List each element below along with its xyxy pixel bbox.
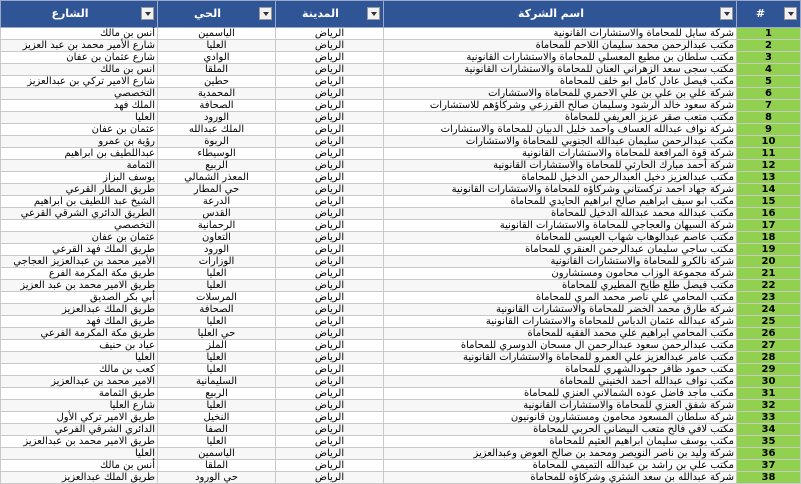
cell-city[interactable]: الرياض [276, 208, 384, 220]
filter-dropdown-icon[interactable] [720, 7, 733, 20]
cell-district[interactable]: العليا [158, 352, 276, 364]
cell-street[interactable]: الملك فهد [1, 100, 158, 112]
cell-number[interactable]: 30 [737, 376, 801, 388]
cell-number[interactable]: 3 [737, 52, 801, 64]
cell-street[interactable]: طريق الملك فهد القرعي [1, 244, 158, 256]
cell-district[interactable]: الربوة [158, 136, 276, 148]
column-header-number-label: # [755, 7, 766, 20]
cell-city[interactable]: الرياض [276, 172, 384, 184]
cell-number[interactable]: 6 [737, 88, 801, 100]
table-row [1, 460, 801, 472]
cell-number[interactable]: 32 [737, 400, 801, 412]
table-row [1, 304, 801, 316]
cell-district[interactable]: العليا [158, 268, 276, 280]
cell-number[interactable]: 20 [737, 256, 801, 268]
cell-number[interactable]: 27 [737, 340, 801, 352]
table-row [1, 136, 801, 148]
cell-number[interactable]: 1 [737, 28, 801, 40]
cell-number[interactable]: 19 [737, 244, 801, 256]
cell-street[interactable]: شارع العليا [1, 400, 158, 412]
cell-street[interactable]: أنس بن مالك [1, 28, 158, 40]
cell-street[interactable]: انس بن مالك [1, 64, 158, 76]
table-row [1, 196, 801, 208]
cell-city[interactable]: الرياض [276, 388, 384, 400]
table-row [1, 40, 801, 52]
table-row [1, 424, 801, 436]
cell-street[interactable]: العليا [1, 352, 158, 364]
cell-city[interactable]: الرياض [276, 244, 384, 256]
cell-number[interactable]: 33 [737, 412, 801, 424]
column-header-company[interactable] [384, 1, 737, 28]
cell-company[interactable]: شركة طارق محمد الخضر للمحاماة والاستشارات القانونية [384, 304, 737, 316]
cell-company[interactable]: شركة عبدالله بن سعد الشثري وشركاؤه للمحاماة [384, 472, 737, 484]
cell-company[interactable]: شركة وليد بن ناصر النويصر ومحمد بن صالح العوض وعبدالعزيز [384, 448, 737, 460]
column-header-city[interactable] [276, 1, 384, 28]
column-header-number[interactable] [737, 1, 801, 28]
cell-number[interactable]: 18 [737, 232, 801, 244]
cell-district[interactable]: المحمدية [158, 88, 276, 100]
cell-district[interactable]: الياسمين [158, 28, 276, 40]
cell-city[interactable]: الرياض [276, 220, 384, 232]
cell-company[interactable]: مكتب ابو سيف ابراهيم صالح ابراهيم الحايدي للمحاماة [384, 196, 737, 208]
table-row [1, 124, 801, 136]
table-row [1, 148, 801, 160]
cell-number[interactable]: 31 [737, 388, 801, 400]
cell-street[interactable]: الطريق الدائري الشرقي القرعي [1, 208, 158, 220]
cell-district[interactable]: السليمانية [158, 376, 276, 388]
table-row [1, 400, 801, 412]
cell-street[interactable]: شارع عثمان بن عفان [1, 52, 158, 64]
cell-company[interactable]: شركة مجموعة الوزاب محامون ومستشارون [384, 268, 737, 280]
cell-number[interactable]: 37 [737, 460, 801, 472]
cell-street[interactable]: رؤية بن عمرو [1, 136, 158, 148]
cell-city[interactable]: الرياض [276, 160, 384, 172]
table-row [1, 316, 801, 328]
column-header-district-label: الحي [194, 7, 221, 20]
table-row [1, 364, 801, 376]
cell-company[interactable]: شركة نواف عبدالله العساف واحمد خليل الدبيان للمحاماة والاستشارات [384, 124, 737, 136]
cell-district[interactable]: الورود [158, 112, 276, 124]
table-row [1, 220, 801, 232]
cell-city[interactable]: الرياض [276, 292, 384, 304]
table-row [1, 88, 801, 100]
table-row [1, 472, 801, 484]
cell-number[interactable]: 5 [737, 76, 801, 88]
cell-company[interactable]: مكتب عبدالرحمن محمد سليمان اللاحم للمحاماة [384, 40, 737, 52]
cell-district[interactable]: الربيع [158, 160, 276, 172]
cell-number[interactable]: 35 [737, 436, 801, 448]
table-row [1, 160, 801, 172]
cell-street[interactable]: عبداللطيف بن ابراهيم [1, 148, 158, 160]
table-row [1, 76, 801, 88]
cell-city[interactable]: الرياض [276, 64, 384, 76]
cell-company[interactable]: مكتب فيصل عادل كامل ابو خلف للمحاماة [384, 76, 737, 88]
cell-number[interactable]: 34 [737, 424, 801, 436]
cell-city[interactable]: الرياض [276, 184, 384, 196]
cell-street[interactable]: شارع الأمير محمد بن عبد العزيز [1, 40, 158, 52]
cell-city[interactable]: الرياض [276, 124, 384, 136]
cell-company[interactable]: شركة نالكرو للمحاماة والاستشارات القانونية [384, 256, 737, 268]
cell-company[interactable]: شركة سلطان المسعود محامون ومستشارون قانونيون [384, 412, 737, 424]
cell-street[interactable]: طريق الامير محمد بن عبد العزيز [1, 280, 158, 292]
cell-city[interactable]: الرياض [276, 148, 384, 160]
filter-dropdown-icon[interactable] [784, 7, 797, 20]
cell-street[interactable]: عثمان بن عفان [1, 232, 158, 244]
table-row [1, 412, 801, 424]
cell-district[interactable]: الرحمانية [158, 220, 276, 232]
cell-city[interactable]: الرياض [276, 412, 384, 424]
cell-city[interactable]: الرياض [276, 400, 384, 412]
cell-street[interactable]: أبي بكر الصديق [1, 292, 158, 304]
cell-company[interactable]: مكتب علي بن راشد بن عبدالله التميمي للمحاماة [384, 460, 737, 472]
cell-street[interactable]: كعب بن مالك [1, 364, 158, 376]
cell-street[interactable]: عثمان بن عفان [1, 124, 158, 136]
cell-company[interactable]: شركة علي بن علي بن علي الاحمري للمحاماة والاستشارات [384, 88, 737, 100]
cell-street[interactable]: طريق الامير محمد بن عبدالعزيز [1, 436, 158, 448]
cell-street[interactable]: الشيخ عبد اللطيف بن ابراهيم [1, 196, 158, 208]
cell-number[interactable]: 38 [737, 472, 801, 484]
table-row [1, 52, 801, 64]
cell-number[interactable]: 16 [737, 208, 801, 220]
column-header-district[interactable] [158, 1, 276, 28]
cell-company[interactable]: مكتب ماجد فاضل عوده الشمالاني العنزي للمحاماة [384, 388, 737, 400]
cell-company[interactable]: مكتب حمود ظافر حمودالشهري للمحاماة [384, 364, 737, 376]
cell-street[interactable]: طريق مكة المكرمة الفرعي [1, 328, 158, 340]
cell-district[interactable]: حطين [158, 76, 276, 88]
cell-number[interactable]: 9 [737, 124, 801, 136]
column-header-street-label: الشارع [51, 7, 89, 20]
table-row [1, 208, 801, 220]
cell-city[interactable]: الرياض [276, 112, 384, 124]
cell-district[interactable]: حي الورود [158, 472, 276, 484]
column-header-city-label: المدينة [302, 7, 339, 20]
table-row [1, 268, 801, 280]
cell-number[interactable]: 4 [737, 64, 801, 76]
cell-street[interactable]: الأمير محمد بن عبدالعزيز العجاجي [1, 256, 158, 268]
cell-number[interactable]: 36 [737, 448, 801, 460]
cell-city[interactable]: الرياض [276, 196, 384, 208]
cell-company[interactable]: شركة شفق العنزي للمحاماة والاستشارات القانونية [384, 400, 737, 412]
table-row [1, 100, 801, 112]
table-row [1, 292, 801, 304]
column-header-street[interactable] [1, 1, 158, 28]
table-row [1, 112, 801, 124]
cell-number[interactable]: 28 [737, 352, 801, 364]
cell-street[interactable]: أنس بن مالك [1, 460, 158, 472]
cell-district[interactable]: الصفا [158, 424, 276, 436]
cell-district[interactable]: الملك عبدالله [158, 124, 276, 136]
cell-company[interactable]: مكتب المحامي ابراهيم علي محمد الفقيه للمحاماة [384, 328, 737, 340]
cell-city[interactable]: الرياض [276, 376, 384, 388]
cell-district[interactable]: الدرعة [158, 196, 276, 208]
cell-district[interactable]: المرسلات [158, 292, 276, 304]
table-row [1, 184, 801, 196]
header-row [1, 1, 801, 28]
cell-district[interactable]: القدس [158, 208, 276, 220]
filter-dropdown-icon[interactable] [141, 7, 154, 20]
cell-street[interactable]: طريق الثمامة [1, 388, 158, 400]
cell-number[interactable]: 11 [737, 148, 801, 160]
table-row [1, 28, 801, 40]
cell-district[interactable]: التعاون [158, 232, 276, 244]
cell-district[interactable]: الوادي [158, 52, 276, 64]
cell-number[interactable]: 24 [737, 304, 801, 316]
cell-street[interactable]: الامير محمد بن عبدالعزيز [1, 376, 158, 388]
cell-district[interactable]: الوزارات [158, 256, 276, 268]
cell-district[interactable]: النخيل [158, 412, 276, 424]
cell-number[interactable]: 29 [737, 364, 801, 376]
cell-company[interactable]: مكتب عامر عبدالعزيز علي العمرو للمحاماة والاستشارات القانونية [384, 352, 737, 364]
table-body [1, 28, 801, 484]
cell-street[interactable]: طريق مكة المكرمة الفرع [1, 268, 158, 280]
cell-city[interactable]: الرياض [276, 280, 384, 292]
cell-company[interactable]: شركة أحمد مبارك الحارثي للمحاماة والاستشارات القانونية [384, 160, 737, 172]
cell-company[interactable]: شركة قوة المرافعة للمحاماة والاستشارات القانونية [384, 148, 737, 160]
cell-district[interactable]: الوسيطاء [158, 148, 276, 160]
cell-company[interactable]: مكتب عبدالرحمن سعود عبدالرحمن ال مسحان الدوسري للمحاماة [384, 340, 737, 352]
cell-district[interactable]: الملقا [158, 460, 276, 472]
cell-number[interactable]: 12 [737, 160, 801, 172]
cell-company[interactable]: مكتب عبدالله محمد عبدالله الدخيل للمحاماة [384, 208, 737, 220]
table-row [1, 388, 801, 400]
cell-city[interactable]: الرياض [276, 436, 384, 448]
cell-city[interactable]: الرياض [276, 340, 384, 352]
cell-company[interactable]: مكتب لافي فالح متعب البيضاني الحربي للمحاماة [384, 424, 737, 436]
cell-city[interactable]: الرياض [276, 352, 384, 364]
cell-city[interactable]: الرياض [276, 424, 384, 436]
table-row [1, 172, 801, 184]
cell-city[interactable]: الرياض [276, 136, 384, 148]
filter-dropdown-icon[interactable] [259, 7, 272, 20]
cell-company[interactable]: شركة جهاد احمد تركستاني وشركاؤه للمحاماة والاستشارات القانونية [384, 184, 737, 196]
cell-number[interactable]: 21 [737, 268, 801, 280]
cell-street[interactable]: شارع الامير تركي بن عبدالعزيز [1, 76, 158, 88]
cell-district[interactable]: حي المطار [158, 184, 276, 196]
cell-city[interactable]: الرياض [276, 256, 384, 268]
cell-district[interactable]: الملقا [158, 64, 276, 76]
cell-company[interactable]: مكتب عبدالعزيز دخيل العبدالرحمن الدخيل للمحاماة [384, 172, 737, 184]
cell-city[interactable]: الرياض [276, 28, 384, 40]
table-row [1, 448, 801, 460]
table-row [1, 244, 801, 256]
cell-company[interactable]: شركة عبدالله عثمان الدباس للمحاماة والاستشارات القانونية [384, 316, 737, 328]
cell-number[interactable]: 15 [737, 196, 801, 208]
table-row [1, 280, 801, 292]
cell-city[interactable]: الرياض [276, 76, 384, 88]
cell-district[interactable]: العليا [158, 436, 276, 448]
cell-number[interactable]: 2 [737, 40, 801, 52]
cell-company[interactable]: مكتب متعب صقر عزيز العريفي للمحاماة [384, 112, 737, 124]
table-row [1, 64, 801, 76]
cell-street[interactable]: الدائري الشرقي الفرعي [1, 424, 158, 436]
cell-city[interactable]: الرياض [276, 304, 384, 316]
cell-number[interactable]: 25 [737, 316, 801, 328]
cell-city[interactable]: الرياض [276, 88, 384, 100]
cell-company[interactable]: شركة سايل للمحاماة والاستشارات القانونية [384, 28, 737, 40]
cell-street[interactable]: طريق الملك عبدالعزيز [1, 472, 158, 484]
table-row [1, 436, 801, 448]
cell-district[interactable]: المعذر الشمالي [158, 172, 276, 184]
cell-district[interactable]: الملز [158, 340, 276, 352]
cell-city[interactable]: الرياض [276, 40, 384, 52]
cell-number[interactable]: 10 [737, 136, 801, 148]
cell-city[interactable]: الرياض [276, 460, 384, 472]
cell-street[interactable]: يوسف البزاز [1, 172, 158, 184]
cell-company[interactable]: شركة السيهان والعجاجي للمحاماة والاستشارات القانونية [384, 220, 737, 232]
cell-company[interactable]: شركة سعود خالد الرشود وسليمان صالح القرزعي وشركاؤهم للاستشارات [384, 100, 737, 112]
cell-street[interactable]: طريق الملك عبدالعزيز [1, 304, 158, 316]
cell-city[interactable]: الرياض [276, 268, 384, 280]
cell-district[interactable]: العليا [158, 40, 276, 52]
cell-street[interactable]: طريق الملك فهد [1, 316, 158, 328]
cell-district[interactable]: الياسمين [158, 448, 276, 460]
cell-city[interactable]: الرياض [276, 316, 384, 328]
cell-company[interactable]: مكتب سجى سعد الزهراني العنان للمحاماة والاستشارات القانونية [384, 64, 737, 76]
cell-district[interactable]: الصحافة [158, 304, 276, 316]
cell-city[interactable]: الرياض [276, 364, 384, 376]
cell-company[interactable]: مكتب نواف عبدالله أحمد الخنيني للمحاماة [384, 376, 737, 388]
table-row [1, 256, 801, 268]
filter-dropdown-icon[interactable] [367, 7, 380, 20]
cell-district[interactable]: الورود [158, 244, 276, 256]
cell-company[interactable]: مكتب سلطان بن مطيع المعسلي للمحاماة والاستشارات القانونية [384, 52, 737, 64]
cell-district[interactable]: العليا [158, 364, 276, 376]
cell-company[interactable]: مكتب ساجي سليمان عبدالرحمن العنقري للمحاماة [384, 244, 737, 256]
table-row [1, 232, 801, 244]
table-row [1, 352, 801, 364]
cell-city[interactable]: الرياض [276, 52, 384, 64]
column-header-company-label: اسم الشركة [517, 7, 585, 20]
cell-district[interactable]: الربيع [158, 388, 276, 400]
cell-number[interactable]: 13 [737, 172, 801, 184]
cell-number[interactable]: 22 [737, 280, 801, 292]
cell-company[interactable]: مكتب عبدالرحمن سليمان عبدالله الجنوبي للمحاماة والاستشارات [384, 136, 737, 148]
cell-district[interactable]: الصحافة [158, 100, 276, 112]
cell-company[interactable]: مكتب عاصم عبدالوهاب شهاب العيسى للمحاماة [384, 232, 737, 244]
cell-district[interactable]: حي العليا [158, 328, 276, 340]
cell-street[interactable]: العليا [1, 112, 158, 124]
cell-street[interactable]: التخصصي [1, 220, 158, 232]
cell-city[interactable]: الرياض [276, 100, 384, 112]
cell-district[interactable]: العليا [158, 280, 276, 292]
cell-number[interactable]: 14 [737, 184, 801, 196]
cell-street[interactable]: عياد بن حنيف [1, 340, 158, 352]
cell-number[interactable]: 26 [737, 328, 801, 340]
cell-city[interactable]: الرياض [276, 232, 384, 244]
cell-number[interactable]: 8 [737, 112, 801, 124]
cell-district[interactable]: العليا [158, 400, 276, 412]
table-row [1, 340, 801, 352]
cell-street[interactable]: طريق المطار القرعي [1, 184, 158, 196]
cell-street[interactable]: الثمامة [1, 160, 158, 172]
cell-city[interactable]: الرياض [276, 448, 384, 460]
cell-street[interactable]: طريق الامير تركي الأول [1, 412, 158, 424]
cell-number[interactable]: 17 [737, 220, 801, 232]
cell-district[interactable]: العليا [158, 316, 276, 328]
table-row [1, 328, 801, 340]
cell-number[interactable]: 23 [737, 292, 801, 304]
cell-company[interactable]: مكتب يوسف سليمان ابراهيم العثيم للمحاماة [384, 436, 737, 448]
cell-city[interactable]: الرياض [276, 328, 384, 340]
cell-company[interactable]: مكتب المحامي علي ناصر محمد المري للمحاماة [384, 292, 737, 304]
cell-company[interactable]: مكتب فيصل طلع طايح المطيري للمحاماة [384, 280, 737, 292]
cell-street[interactable]: العليا [1, 448, 158, 460]
cell-number[interactable]: 7 [737, 100, 801, 112]
table-row [1, 376, 801, 388]
cell-street[interactable]: التخصصي [1, 88, 158, 100]
cell-city[interactable]: الرياض [276, 472, 384, 484]
